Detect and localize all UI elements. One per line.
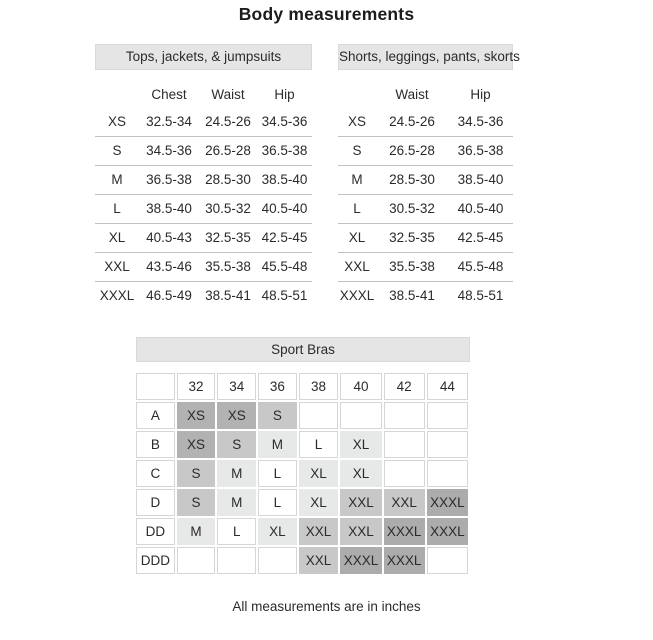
bra-size-cell: XL (299, 460, 339, 487)
bra-size-cell: XS (177, 402, 216, 429)
measurement-value: 42.5-45 (448, 223, 513, 252)
bottoms-table-banner: Shorts, leggings, pants, skorts (338, 44, 513, 70)
measurement-value: 32.5-35 (199, 223, 257, 252)
bra-row (136, 431, 468, 458)
bra-size-cell: M (258, 431, 296, 458)
size-label: L (95, 194, 139, 223)
size-label: XS (338, 107, 376, 136)
column-header: Waist (211, 86, 245, 102)
measurement-value: 46.5-49 (146, 288, 192, 304)
page-title: Body measurements (238, 4, 415, 24)
bra-size-cell: XXXL (427, 489, 468, 516)
size-row (338, 165, 513, 194)
measurement-value: 24.5-26 (199, 107, 257, 136)
band-size-header: 40 (340, 373, 381, 400)
bra-size-cell: M (177, 518, 216, 545)
measurement-value: 28.5-30 (199, 165, 257, 194)
band-size-header: 36 (258, 373, 296, 400)
measurement-value: 38.5-41 (205, 288, 251, 304)
measurement-tables-row (95, 44, 653, 310)
bra-size-cell: L (299, 431, 339, 458)
bra-size-cell: L (258, 460, 296, 487)
measurement-value: 45.5-48 (257, 252, 312, 281)
measurement-value: 34.5-36 (448, 107, 513, 136)
size-label: XXL (95, 252, 139, 281)
cup-label: D (136, 489, 175, 516)
bottoms-header-row (338, 81, 513, 107)
bottoms-measurements-table (338, 81, 513, 310)
cup-label: B (136, 431, 175, 458)
bra-size-cell: XXL (340, 489, 381, 516)
cup-column-header (136, 373, 175, 400)
size-column-header (338, 81, 376, 107)
measurement-value: 45.5-48 (448, 252, 513, 281)
measurement-value: 30.5-32 (199, 194, 257, 223)
empty-cell (384, 460, 425, 487)
sport-bras-banner: Sport Bras (136, 337, 470, 362)
size-row (95, 223, 312, 252)
band-size-header: 42 (384, 373, 425, 400)
bottoms-table-section (338, 44, 520, 310)
empty-cell (258, 547, 296, 574)
size-row (338, 107, 513, 136)
size-label: XXXL (99, 288, 135, 304)
measurement-value: 48.5-51 (261, 288, 308, 304)
size-label: M (95, 165, 139, 194)
size-label: XS (95, 107, 139, 136)
measurement-value: 28.5-30 (376, 165, 448, 194)
tops-header-row (95, 81, 312, 107)
size-row (338, 223, 513, 252)
cup-label: A (136, 402, 175, 429)
size-row (95, 281, 312, 310)
size-label: L (338, 194, 376, 223)
band-size-header: 32 (177, 373, 216, 400)
bra-row (136, 489, 468, 516)
size-label: S (95, 136, 139, 165)
size-row (95, 136, 312, 165)
column-header: Chest (151, 86, 187, 102)
bra-size-cell: S (258, 402, 296, 429)
size-row (95, 194, 312, 223)
bra-size-cell: XXL (384, 489, 425, 516)
measurement-value: 35.5-38 (376, 252, 448, 281)
size-row (95, 165, 312, 194)
measurement-value: 36.5-38 (139, 165, 199, 194)
bra-size-cell: L (258, 489, 296, 516)
band-size-header: 38 (299, 373, 339, 400)
empty-cell (340, 402, 381, 429)
measurement-value: 38.5-40 (139, 194, 199, 223)
measurement-value: 32.5-34 (139, 107, 199, 136)
measurement-value: 40.5-43 (139, 223, 199, 252)
measurement-value: 24.5-26 (376, 107, 448, 136)
measurement-value: 48.5-51 (457, 288, 504, 304)
measurement-value: 40.5-40 (448, 194, 513, 223)
empty-cell (427, 460, 468, 487)
bra-size-cell: XS (217, 402, 256, 429)
empty-cell (177, 547, 216, 574)
empty-cell (427, 402, 468, 429)
size-row (338, 194, 513, 223)
bra-size-cell: XL (340, 431, 381, 458)
bra-row (136, 402, 468, 429)
bra-size-cell: M (217, 489, 256, 516)
bra-size-cell: XXXL (340, 547, 381, 574)
size-label: XL (95, 223, 139, 252)
bra-size-cell: M (217, 460, 256, 487)
measurement-value: 38.5-40 (448, 165, 513, 194)
measurement-value: 38.5-40 (257, 165, 312, 194)
band-sizes-header-row (136, 373, 468, 400)
measurement-value: 36.5-38 (257, 136, 312, 165)
column-header: Hip (470, 86, 491, 102)
measurement-value: 36.5-38 (448, 136, 513, 165)
empty-cell (384, 431, 425, 458)
bra-size-cell: XXXL (384, 547, 425, 574)
bra-size-cell: XXL (340, 518, 381, 545)
measurement-value: 35.5-38 (199, 252, 257, 281)
bra-row (136, 547, 468, 574)
tops-table-banner: Tops, jackets, & jumpsuits (95, 44, 312, 70)
empty-cell (427, 431, 468, 458)
column-header: Hip (274, 86, 295, 102)
bra-size-cell: XL (258, 518, 296, 545)
size-row (338, 281, 513, 310)
size-row (95, 252, 312, 281)
measurement-value: 26.5-28 (199, 136, 257, 165)
size-row (95, 107, 312, 136)
cup-label: DD (136, 518, 175, 545)
sport-bras-section (136, 337, 470, 576)
sport-bras-table (134, 371, 470, 576)
bra-size-cell: S (177, 460, 216, 487)
bra-size-cell: S (177, 489, 216, 516)
bra-size-cell: XS (177, 431, 216, 458)
empty-cell (299, 402, 339, 429)
measurement-value: 32.5-35 (376, 223, 448, 252)
bra-row (136, 460, 468, 487)
tops-measurements-table (95, 81, 312, 310)
measurement-value: 42.5-45 (257, 223, 312, 252)
empty-cell (384, 402, 425, 429)
empty-cell (427, 547, 468, 574)
bra-size-cell: XXXL (427, 518, 468, 545)
size-label: XXL (338, 252, 376, 281)
bra-row (136, 518, 468, 545)
measurement-value: 26.5-28 (376, 136, 448, 165)
measurement-value: 34.5-36 (139, 136, 199, 165)
measurement-value: 38.5-41 (389, 288, 435, 304)
size-label: S (338, 136, 376, 165)
size-row (338, 252, 513, 281)
bra-size-cell: L (217, 518, 256, 545)
measurement-value: 40.5-40 (257, 194, 312, 223)
bra-size-cell: XL (299, 489, 339, 516)
bra-size-cell: XL (340, 460, 381, 487)
size-label: M (338, 165, 376, 194)
measurement-value: 34.5-36 (257, 107, 312, 136)
column-header: Waist (395, 86, 429, 102)
empty-cell (217, 547, 256, 574)
measurement-value: 43.5-46 (139, 252, 199, 281)
size-column-header (95, 81, 139, 107)
size-row (338, 136, 513, 165)
band-size-header: 34 (217, 373, 256, 400)
measurements-footnote: All measurements are in inches (232, 599, 421, 614)
size-label: XL (338, 223, 376, 252)
bra-size-cell: XXXL (384, 518, 425, 545)
tops-table-section (95, 44, 312, 310)
cup-label: C (136, 460, 175, 487)
bra-size-cell: XXL (299, 518, 339, 545)
size-label: XXXL (339, 288, 375, 304)
bra-size-cell: S (217, 431, 256, 458)
cup-label: DDD (136, 547, 175, 574)
band-size-header: 44 (427, 373, 468, 400)
bra-size-cell: XXL (299, 547, 339, 574)
measurement-value: 30.5-32 (376, 194, 448, 223)
